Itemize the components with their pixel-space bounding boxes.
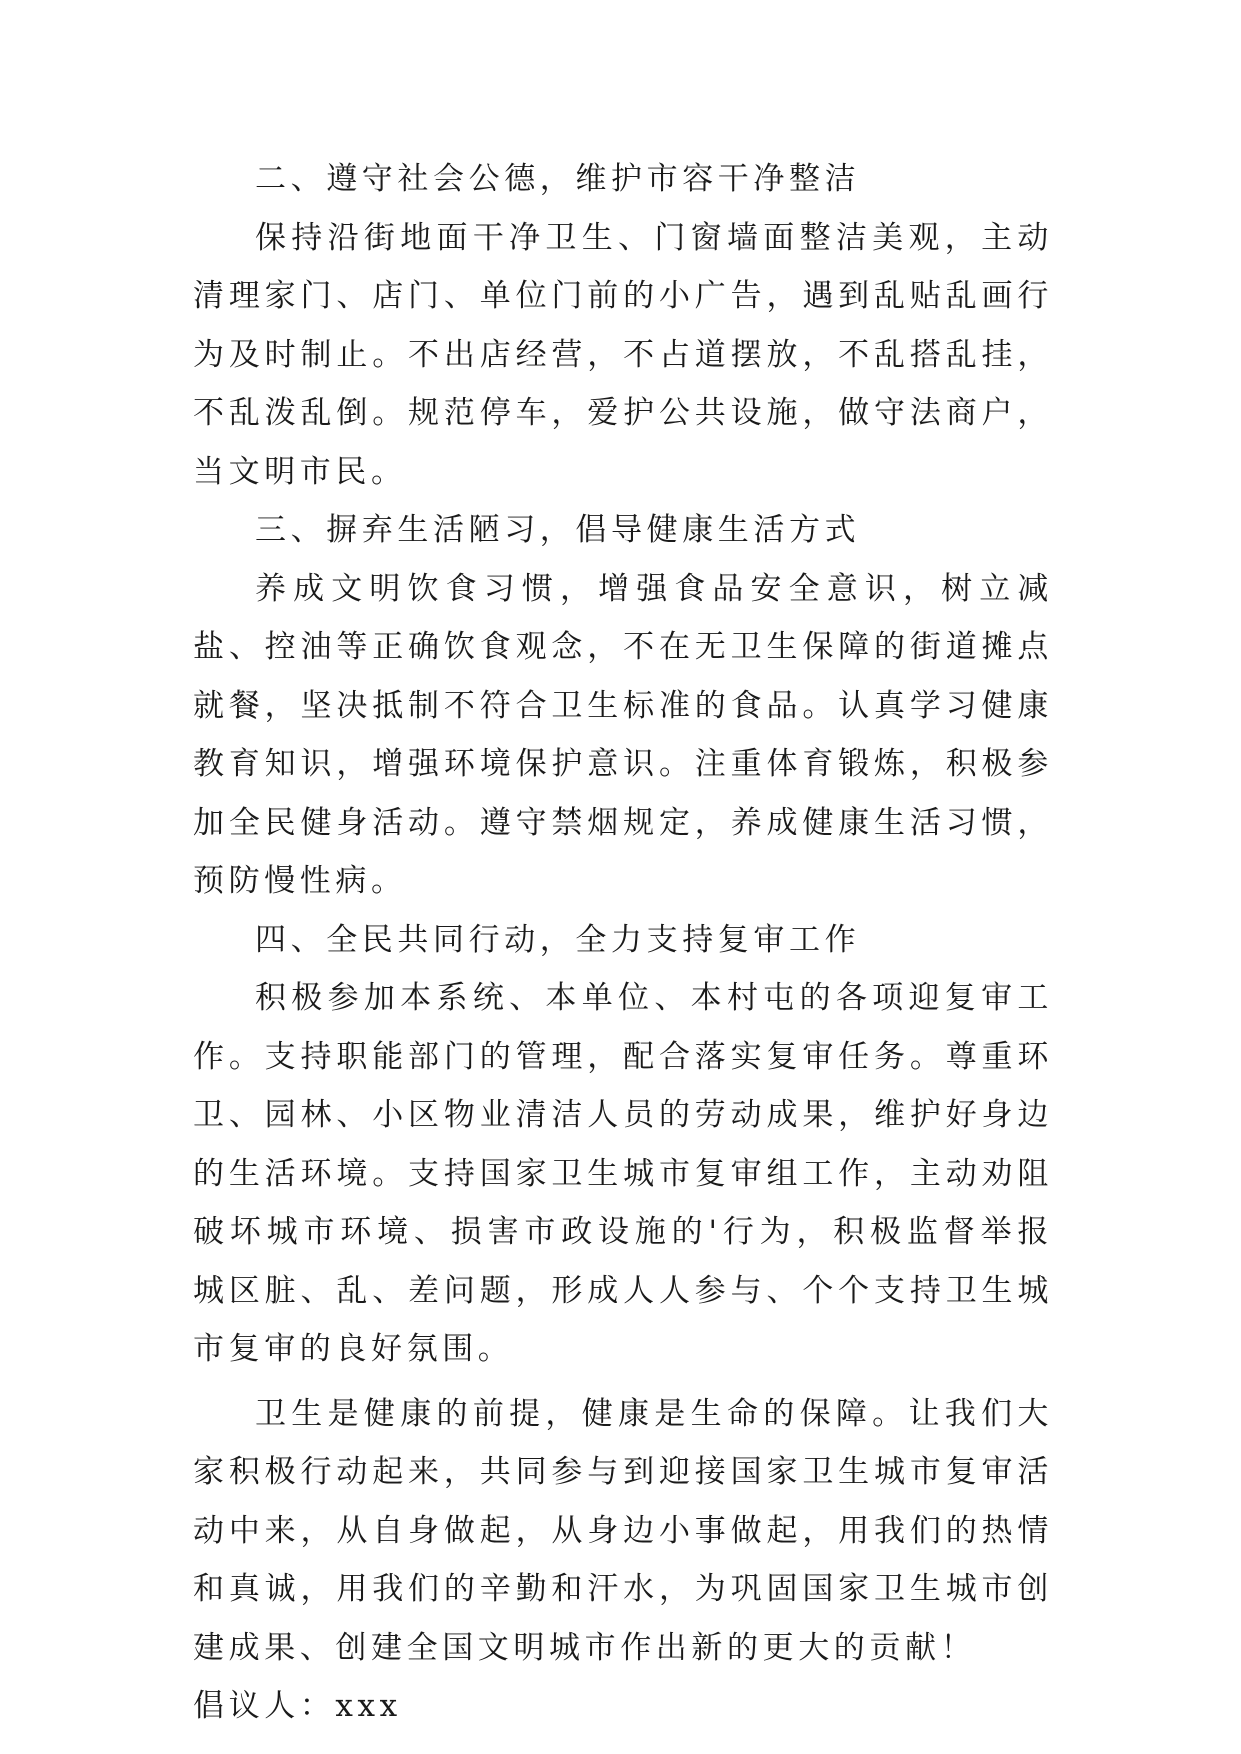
document-body (193, 150, 1053, 1736)
section-3-paragraph: 养成文明饮食习惯，增强食品安全意识，树立减盐、控油等正确饮食观念，不在无卫生保障的街道摊点就餐，坚决抵制不符合卫生标准的食品。认真学习健康教育知识，增强环境保护意识。注重体育锻炼，积极参加全民健身活动。遵守禁烟规定，养成健康生活习惯，预防慢性病。 (193, 570, 1053, 899)
section-2-heading: 二、遵守社会公德，维护市容干净整洁 (255, 161, 861, 197)
section-4-heading: 四、全民共同行动，全力支持复审工作 (255, 921, 861, 958)
conclusion-paragraph: 卫生是健康的前提，健康是生命的保障。让我们大家积极行动起来，共同参与到迎接国家卫生城市复审活动中来，从自身做起，从身边小事做起，用我们的热情和真诚，用我们的辛勤和汗水，为巩固国家卫生城市创建成果、创建全国文明城市作出新的更大的贡献！ (193, 1395, 1053, 1666)
section-3-heading: 三、摒弃生活陋习，倡导健康生活方式 (255, 512, 861, 548)
section-2-paragraph: 保持沿街地面干净卫生、门窗墙面整洁美观，主动清理家门、店门、单位门前的小广告，遇到乱贴乱画行为及时制止。不出店经营，不占道摆放，不乱搭乱挂，不乱泼乱倒。规范停车，爱护公共设施，做守法商户，当文明市民。 (193, 219, 1053, 490)
signature-line: 倡议人：xxx (193, 1688, 402, 1724)
section-4-paragraph: 积极参加本系统、本单位、本村屯的各项迎复审工作。支持职能部门的管理，配合落实复审任务。尊重环卫、园林、小区物业清洁人员的劳动成果，维护好身边的生活环境。支持国家卫生城市复审组工作，主动劝阻破坏城市环境、损害市政设施的'行为，积极监督举报城区脏、乱、差问题，形成人人参与、个个支持卫生城市复审的良好氛围。 (193, 980, 1053, 1367)
